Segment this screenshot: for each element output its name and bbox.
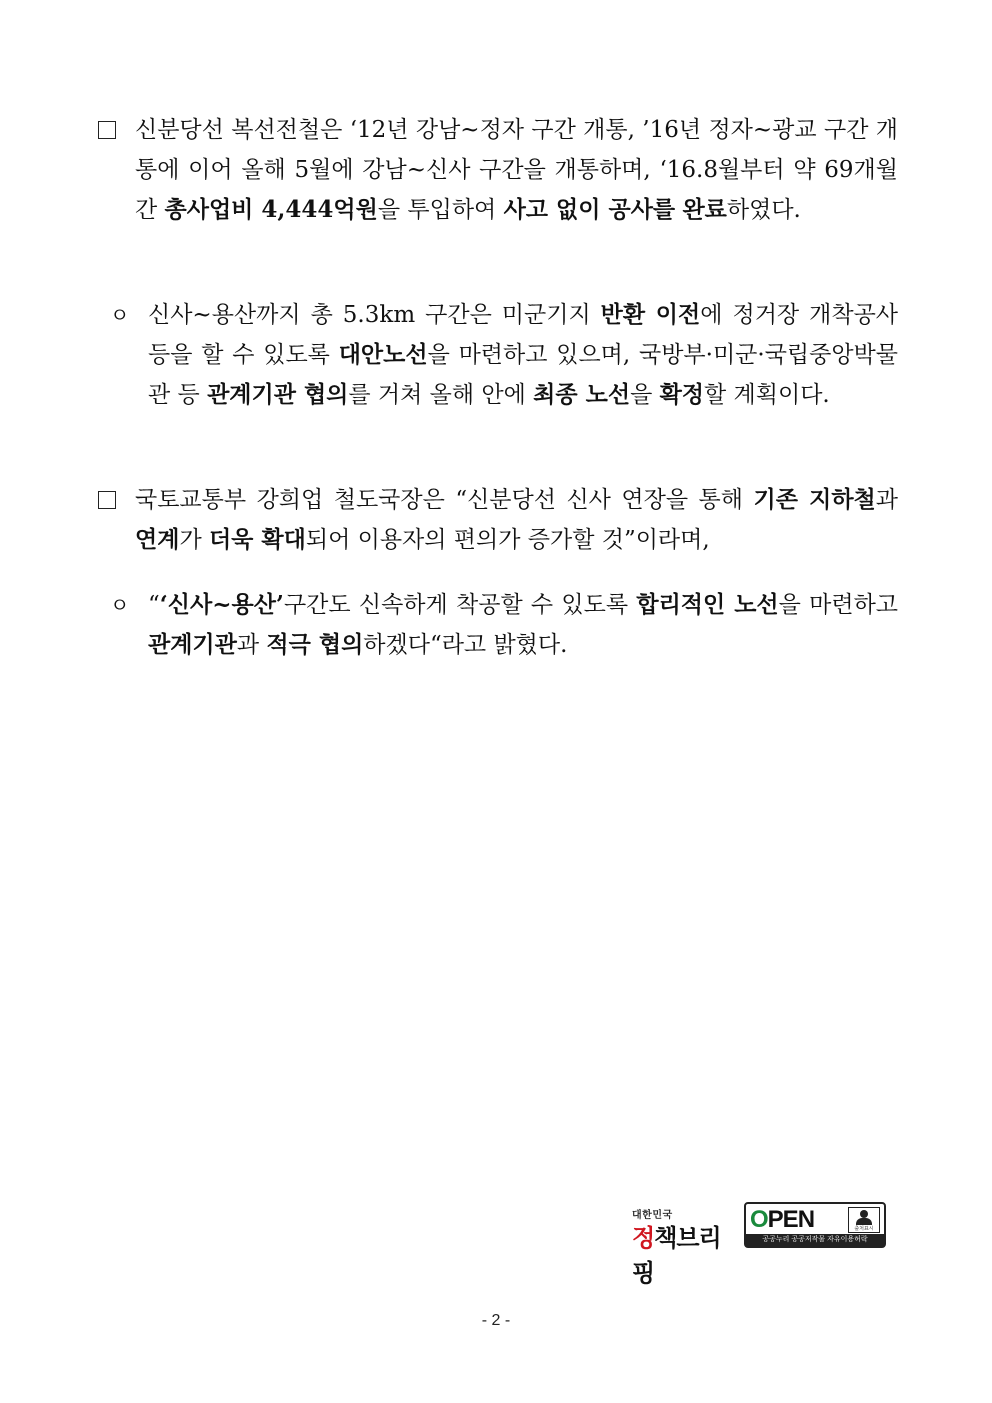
bold-segment: 합리적인 노선 (636, 591, 779, 618)
text-segment: 에 정거장 개착공사 등을 할 수 있도록 (148, 302, 898, 368)
open-license-logo (744, 1202, 886, 1248)
text-segment: 되어 이용자의 편의가 증가할 것”이라며, (305, 527, 710, 553)
bold-segment: 반환 이전 (600, 301, 701, 328)
paragraph-2 (108, 295, 898, 415)
bold-segment: 확정 (659, 381, 705, 408)
text-segment: 가 (179, 527, 209, 553)
bold-segment: 관계기관 협의 (207, 381, 349, 408)
paragraph-4 (108, 585, 898, 665)
text-segment: 구간도 신속하게 착공할 수 있도록 (283, 592, 637, 618)
footer-logos (632, 1200, 892, 1287)
logo-wordmark: 정책브리핑 (632, 1225, 721, 1287)
circle-bullet-icon: ㅇ (110, 593, 130, 617)
text-segment: 하였다. (726, 197, 801, 223)
page-number: - 2 - (481, 1312, 511, 1329)
policy-briefing-logo (632, 1206, 737, 1287)
bold-segment: 최종 노선 (533, 381, 631, 408)
text-segment: “ (148, 592, 160, 618)
bold-segment: 기존 지하철 (753, 486, 876, 513)
bold-segment: 총사업비 4,444억원 (164, 196, 378, 223)
logo-caption: 대한민국 (632, 1210, 673, 1221)
text-segment: 할 계획이다. (704, 382, 830, 408)
bold-segment: 사고 없이 공사를 (503, 196, 676, 223)
open-wordmark: OPEN (750, 1206, 815, 1233)
text-segment: 과 (236, 632, 267, 658)
text-segment: 신분당선 복선전철은 ‘12년 강남~정자 구간 개통, ’16년 정자~광교 구간 개통에 이어 올해 5월에 강남~신사 구간을 개통하며, ‘16.8월부터 약 69개월간 (135, 117, 898, 223)
bold-segment: 연계 (135, 526, 180, 553)
text-segment: 를 거쳐 올해 안에 (348, 382, 534, 408)
bold-segment: ‘신사~용산’ (159, 591, 284, 618)
paragraph-3 (95, 480, 898, 560)
text-segment: 국토교통부 강희업 철도국장은 “신분당선 신사 연장을 통해 (135, 487, 754, 513)
text-segment: 을 투입하여 (377, 197, 504, 223)
bold-segment: 관계기관 (148, 631, 237, 658)
open-license-caption: 공공누리 공공저작물 자유이용허락 (746, 1234, 884, 1246)
person-icon: 출처표시 (848, 1207, 880, 1233)
paragraph-1 (95, 110, 898, 230)
text-segment: 하겠다“라고 밝혔다. (363, 632, 568, 658)
bold-segment: 대안노선 (338, 341, 428, 368)
bold-segment: 적극 협의 (266, 631, 364, 658)
text-segment: 을 마련하고 (778, 592, 899, 618)
text-segment: 을 마련하고 있으며, 국방부·미군·국립중앙박물관 등 (148, 342, 898, 408)
text-segment: 과 (875, 487, 898, 513)
bold-segment: 더욱 확대 (208, 526, 306, 553)
circle-bullet-icon: ㅇ (110, 303, 130, 327)
text-segment: 을 (630, 382, 660, 408)
text-segment: 신사~용산까지 총 5.3km 구간은 미군기지 (148, 302, 601, 328)
bold-segment: 완료 (682, 196, 727, 223)
